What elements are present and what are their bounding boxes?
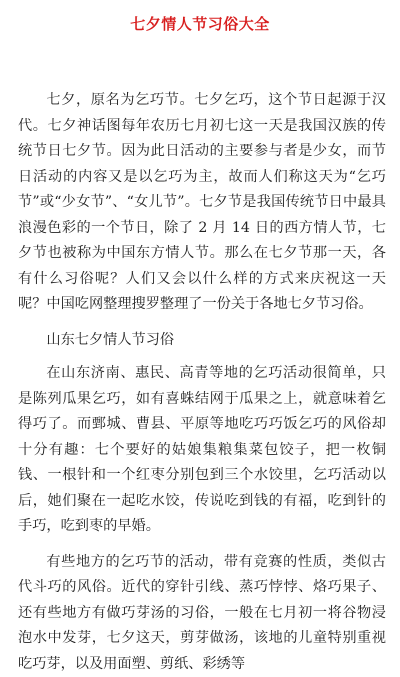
section-paragraph: 在山东济南、惠民、高青等地的乞巧活动很简单，只是陈列瓜果乞巧，如有喜蛛结网于瓜果之上，就意味着乞得巧了。而鄄城、曹县、平原等地吃巧巧饭乞巧的风俗却十分有趣：七个要好的姑娘集粮集菜包饺子，把一枚铜钱、一根针和一个红枣分别包到三个水饺里，乞巧活动以后，她们聚在一起吃水饺，传说吃到钱的有福，吃到针的手巧，吃到枣的早婚。 — [18, 361, 386, 540]
article-body — [18, 88, 386, 677]
section-heading-shandong: 山东七夕情人节习俗 — [18, 328, 386, 354]
intro-paragraph: 七夕，原名为乞巧节。七夕乞巧，这个节日起源于汉代。七夕神话图每年农历七月初七这一天是我国汉族的传统节日七夕节。因为此日活动的主要参与者是少女，而节日活动的内容又是以乞巧为主，故而人们称这天为“乞巧节”或“少女节”、“女儿节”。七夕节是我国传统节日中最具浪漫色彩的一个节日，除了 2 月 14 日的西方情人节，七夕节也被称为中国东方情人节。那么在七夕节那一天，各有什么习俗呢？人们又会以什么样的方式来庆祝这一天呢？中国吃网整理搜罗整理了一份关于各地七夕节习俗。 — [18, 88, 386, 318]
article-title: 七夕情人节习俗大全 — [0, 13, 400, 34]
section-paragraph: 有些地方的乞巧节的活动，带有竞赛的性质，类似古代斗巧的风俗。近代的穿针引线、蒸巧悖悖、烙巧果子、还有些地方有做巧芽汤的习俗，一般在七月初一将谷物浸泡水中发芽，七夕这天，剪芽做汤，该地的儿童特别重视吃巧芽，以及用面塑、剪纸、彩绣等 — [18, 550, 386, 677]
